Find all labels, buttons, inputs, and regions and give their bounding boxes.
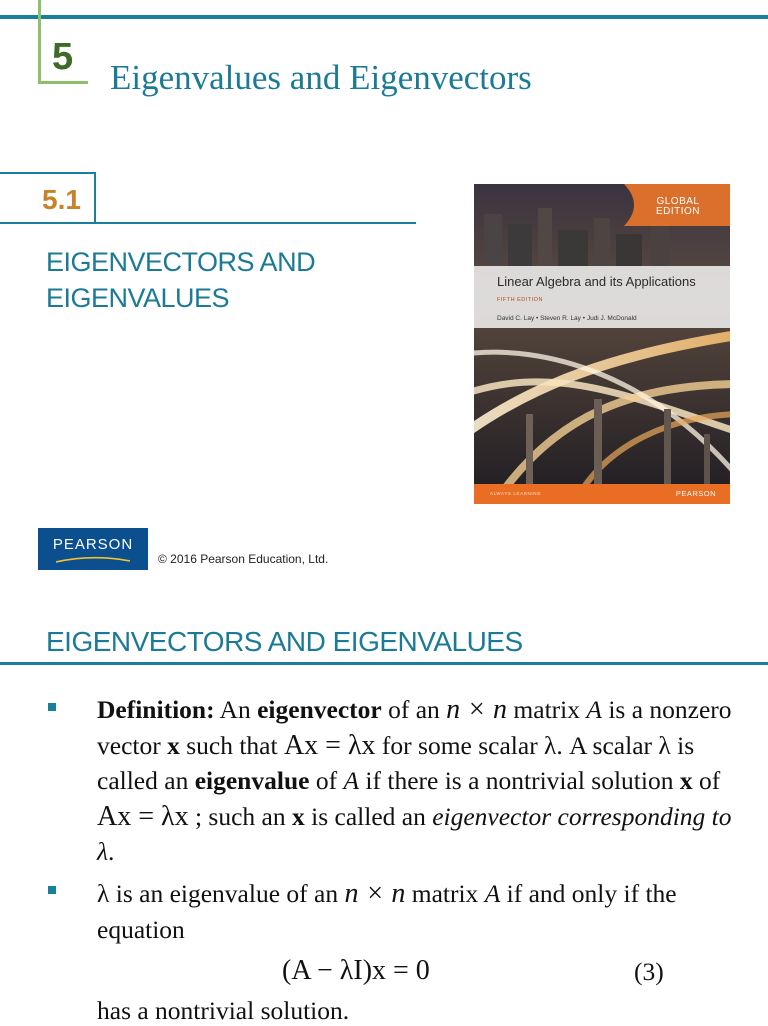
section-title — [46, 244, 376, 316]
math-A: A — [586, 695, 602, 724]
text-run: for some scalar λ. A scalar λ is called an — [97, 730, 695, 795]
edition-badge-text — [656, 197, 700, 217]
text-run: if and only if the equation — [97, 879, 677, 944]
math-A: A — [343, 766, 360, 795]
cover-footer-left: ALWAYS LEARNING — [490, 491, 542, 496]
copyright-notice: © 2016 Pearson Education, Ltd. — [158, 552, 329, 566]
pearson-logo — [38, 528, 148, 570]
term-eigenvector: eigenvector — [257, 695, 382, 724]
closing-line: has a nontrivial solution. — [97, 996, 350, 1025]
text-run: if there is a nontrivial solution — [359, 766, 680, 795]
italic-phrase: eigenvector corresponding to λ — [97, 801, 732, 866]
bullet-icon — [48, 703, 56, 711]
text-run: matrix — [405, 879, 485, 908]
text-run: . — [108, 837, 115, 866]
section-title-line2: EIGENVALUES — [46, 283, 230, 313]
pearson-swoosh-icon — [56, 556, 130, 564]
text-run: An — [214, 695, 258, 724]
math-x-bold: x — [167, 730, 180, 760]
math-eq-Ax: Ax = λx — [283, 729, 376, 761]
book-title: Linear Algebra and its Applications — [497, 274, 696, 289]
definition-paragraph — [97, 692, 737, 870]
math-x-bold: x — [292, 801, 305, 831]
book-authors: David C. Lay • Steven R. Lay • Judi J. McDonald — [497, 315, 637, 322]
characteristic-equation: (A − λI)x = 0 — [282, 955, 430, 986]
slide2-title: EIGENVECTORS AND EIGENVALUES — [46, 626, 523, 657]
text-run: of an — [381, 695, 447, 724]
equation-number: (3) — [634, 957, 664, 986]
pearson-logo-text: PEARSON — [52, 536, 134, 553]
text-run: is called an — [304, 801, 433, 831]
term-eigenvalue: eigenvalue — [194, 766, 310, 795]
section-title-line1: EIGENVECTORS AND — [46, 247, 316, 277]
book-cover-photo — [474, 184, 730, 504]
text-run: matrix — [507, 695, 587, 724]
text-run: λ is an eigenvalue of an — [97, 879, 345, 908]
top-rule — [0, 15, 768, 19]
section-rule — [0, 222, 416, 224]
text-run: ; such an — [188, 801, 292, 831]
text-run: of — [692, 766, 721, 795]
text-run: is a nonzero vector — [97, 695, 732, 760]
bullet-icon — [48, 886, 56, 894]
math-nxn: n × n — [344, 878, 406, 909]
cover-footer-publisher: PEARSON — [675, 489, 716, 498]
book-edition: FIFTH EDITION — [497, 297, 543, 303]
text-run: of — [309, 766, 344, 795]
eigenvalue-condition-paragraph — [97, 876, 737, 947]
badge-line1: GLOBAL — [656, 196, 700, 207]
book-cover — [474, 184, 730, 504]
chapter-number: 5 — [52, 36, 74, 78]
definition-label: Definition: — [97, 695, 215, 724]
section-number: 5.1 — [42, 184, 81, 215]
slide2-rule — [0, 662, 768, 665]
badge-line2: EDITION — [655, 206, 700, 217]
text-run: such that — [179, 730, 284, 760]
math-x-bold: x — [679, 766, 693, 795]
math-eq-Ax: Ax = λx — [97, 800, 189, 832]
chapter-title: Eigenvalues and Eigenvectors — [110, 58, 532, 97]
math-nxn: n × n — [446, 694, 508, 725]
math-A: A — [484, 879, 501, 908]
